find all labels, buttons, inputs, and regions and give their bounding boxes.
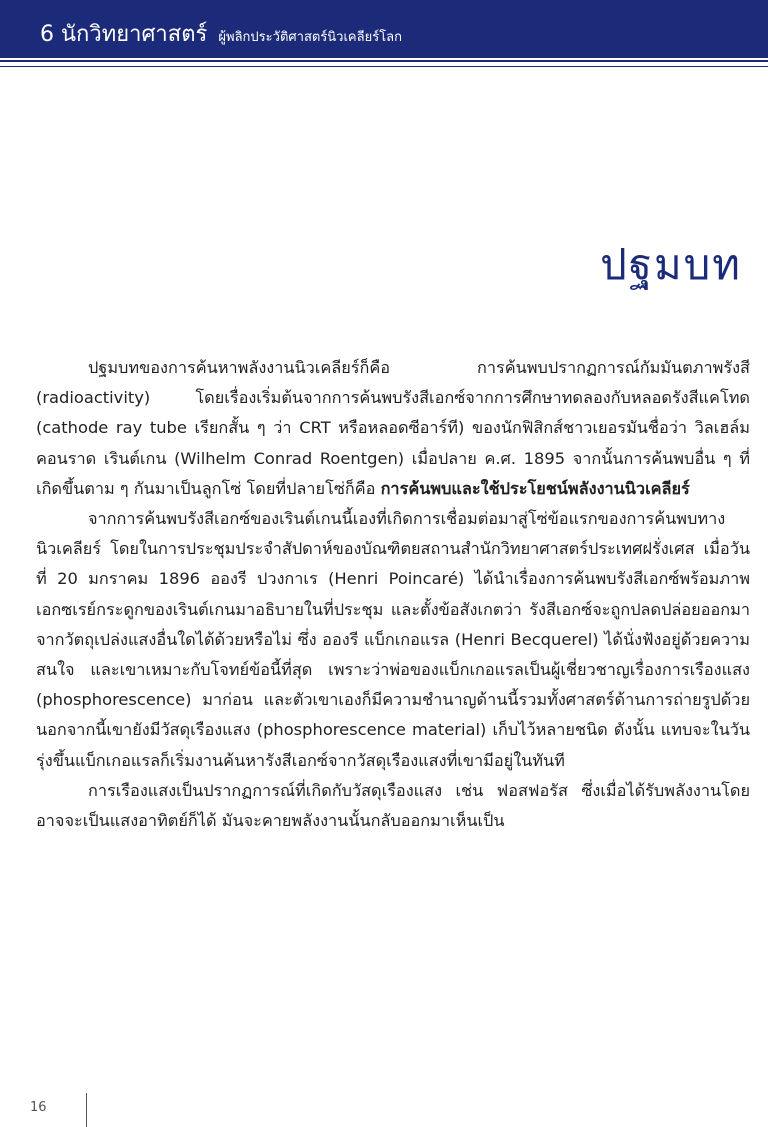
book-title: 6 นักวิทยาศาสตร์	[40, 22, 208, 47]
body-text	[36, 353, 750, 836]
chapter-title: ปฐมบท	[600, 240, 742, 289]
paragraph-1	[36, 353, 750, 504]
header-rule-thin	[0, 66, 768, 67]
paragraph-2: จากการค้นพบรังสีเอกซ์ของเรินต์เกนนี้เองที่เกิดการเชื่อมต่อมาสู่โซ่ข้อแรกของการค้นพบทางนิวเคลียร์ โดยในการประชุมประจำสัปดาห์ของบัณฑิตยสถานสำนักวิทยาศาสตร์ประเทศฝรั่งเศส เมื่อวันที่ 20 มกราคม 1896 อองรี ปวงกาเร (Henri Poincaré) ได้นำเรื่องการค้นพบรังสีเอกซ์พร้อมภาพเอกซเรย์กระดูกของเรินต์เกนมาอธิบายในที่ประชุม และตั้งข้อสังเกตว่า รังสีเอกซ์จะถูกปลดปล่อยออกมาจากวัตถุเปล่งแสงอื่นใดได้ด้วยหรือไม่ ซึ่ง อองรี แบ็กเกอแรล (Henri Becquerel) ได้นั่งฟังอยู่ด้วยความสนใจ และเขาเหมาะกับโจทย์ข้อนี้ที่สุด เพราะว่าพ่อของแบ็กเกอแรลเป็นผู้เชี่ยวชาญเรื่องการเรืองแสง (phosphorescence) มาก่อน และตัวเขาเองก็มีความชำนาญด้านนี้รวมทั้งศาสตร์ด้านการถ่ายรูปด้วย นอกจากนี้เขายังมีวัสดุเรืองแสง (phosphorescence material) เก็บไว้หลายชนิด ดังนั้น แทบจะในวันรุ่งขึ้นแบ็กเกอแรลก็เริ่มงานค้นหารังสีเอกซ์จากวัสดุเรืองแสงที่เขามีอยู่ในทันที	[36, 509, 750, 770]
header-rule	[0, 60, 768, 62]
running-header	[0, 0, 768, 58]
paragraph-3: การเรืองแสงเป็นปรากฏการณ์ที่เกิดกับวัสดุเรืองแสง เช่น ฟอสฟอรัส ซึ่งเมื่อได้รับพลังงานโดยอาจจะเป็นแสงอาทิตย์ก็ได้ มันจะคายพลังงานนั้นกลับออกมาเห็นเป็น	[36, 780, 750, 831]
footer-rule	[86, 1093, 87, 1127]
page-number: 16	[30, 1100, 47, 1115]
book-subtitle: ผู้พลิกประวัติศาสตร์นิวเคลียร์โลก	[218, 30, 403, 45]
paragraph-1-emphasis: การค้นพบและใช้ประโยชน์พลังงานนิวเคลียร์	[380, 478, 690, 498]
header-text	[40, 16, 402, 51]
paragraph-1-text: ปฐมบทของการค้นหาพลังงานนิวเคลียร์ก็คือ การค้นพบปรากฏการณ์กัมมันตภาพรังสี (radioactivity) โดยเรื่องเริ่มต้นจากการค้นพบรังสีเอกซ์จากการศึกษาทดลองกับหลอดรังสีแคโทด (cathode ray tube เรียกสั้น ๆ ว่า CRT หรือหลอดซีอาร์ที) ของนักฟิสิกส์ชาวเยอรมันชื่อว่า วิลเฮล์ม คอนราด เรินต์เกน (Wilhelm Conrad Roentgen) เมื่อปลาย ค.ศ. 1895 จากนั้นการค้นพบอื่น ๆ ที่เกิดขึ้นตาม ๆ กันมาเป็นลูกโซ่ โดยที่ปลายโซ่ก็คือ	[36, 358, 750, 498]
